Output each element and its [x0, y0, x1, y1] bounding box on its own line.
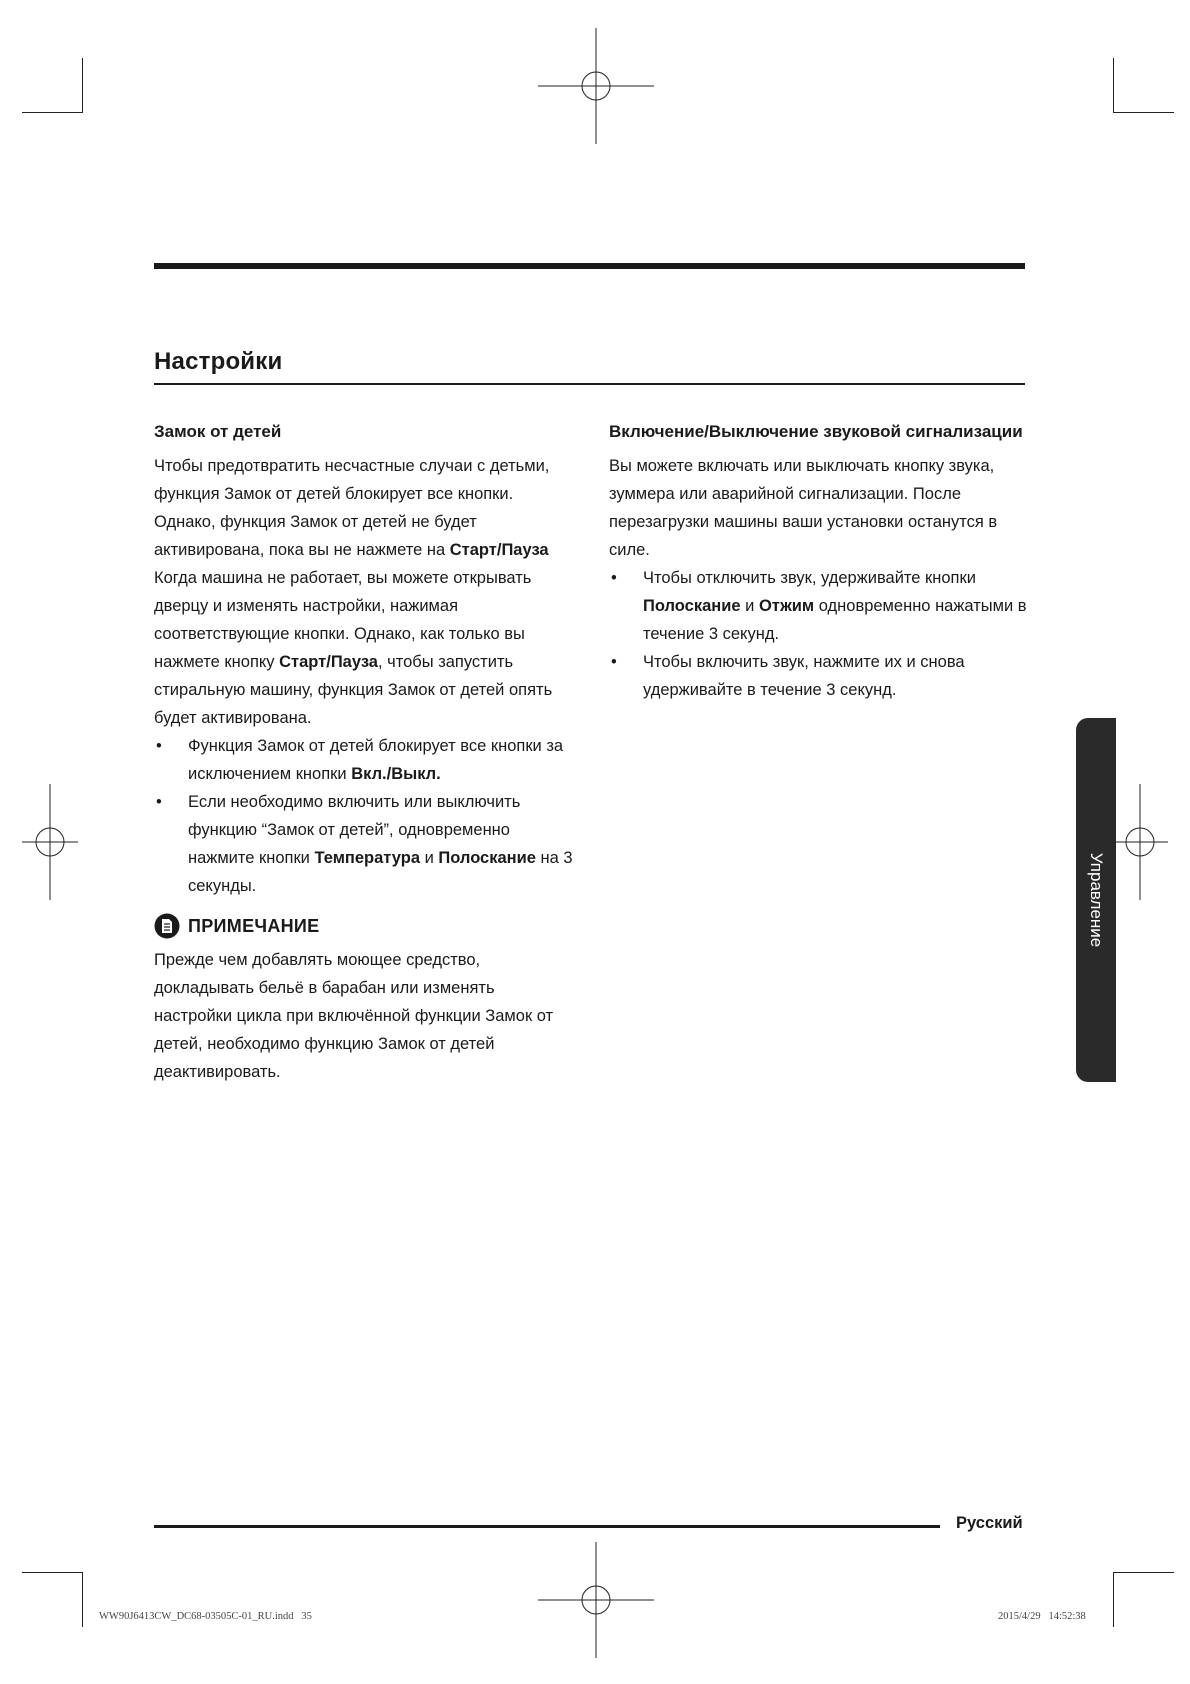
crop-mark: [1113, 58, 1114, 113]
note-text: Прежде чем добавлять моющее средство, докладывать бельё в барабан или изменять настройки цикла при включённой функции Замок от детей, необходимо функцию Замок от детей деактивировать.: [154, 951, 554, 1081]
crop-mark: [22, 1572, 82, 1573]
bullet-icon: •: [156, 793, 162, 811]
sound-bullets: [609, 564, 1029, 704]
registration-mark-icon: [538, 1542, 654, 1658]
list-item: • Чтобы отключить звук, удерживайте кнопки Полоскание и Отжим одновременно нажатыми в течение 3 секунд.: [609, 564, 1029, 648]
crop-mark: [1114, 112, 1174, 113]
footer-rule: [154, 1525, 940, 1528]
child-lock-intro: Чтобы предотвратить несчастные случаи с детьми, функция Замок от детей блокирует все кнопки. Однако, функция Замок от детей не будет активирована, пока вы не нажмете на Старт/Пауза Когда машина не работает, вы можете открывать дверцу и изменять настройки, нажимая соответствующие кнопки. Однако, как только вы нажмете кнопку Старт/Пауза, чтобы запустить стиральную машину, функция Замок от детей опять будет активирована.: [154, 457, 553, 727]
child-lock-bullets: [154, 732, 574, 900]
bullet-icon: •: [611, 653, 617, 671]
print-slug-filename: WW90J6413CW_DC68-03505C-01_RU.indd 35: [99, 1611, 312, 1622]
header-rule: [154, 263, 1025, 269]
note-document-icon: [154, 913, 180, 939]
side-tab: [1076, 718, 1116, 1082]
right-column: [609, 420, 1029, 704]
crop-mark: [82, 58, 83, 113]
crop-mark: [82, 1572, 83, 1627]
registration-mark-icon: [538, 28, 654, 144]
list-item: • Чтобы включить звук, нажмите их и снова удерживайте в течение 3 секунд.: [609, 648, 1029, 704]
crop-mark: [1114, 1572, 1174, 1573]
bullet-icon: •: [156, 737, 162, 755]
sound-intro: Вы можете включать или выключать кнопку звука, зуммера или аварийной сигнализации. После перезагрузки машины ваши установки останутся в силе.: [609, 457, 998, 559]
footer-language: Русский: [956, 1514, 1023, 1532]
note-header: [154, 912, 574, 940]
left-column: [154, 420, 574, 1086]
section-heading-sound: Включение/Выключение звуковой сигнализации: [609, 422, 1023, 441]
bullet-icon: •: [611, 569, 617, 587]
title-underline: [154, 383, 1025, 385]
crop-mark: [1113, 1572, 1114, 1627]
side-tab-label: Управление: [1087, 852, 1106, 948]
registration-mark-icon: [0, 784, 108, 900]
list-item: • Если необходимо включить или выключить функцию “Замок от детей”, одновременно нажмите кнопки Температура и Полоскание на 3 секунды.: [154, 788, 574, 900]
page-title: Настройки: [154, 348, 283, 375]
section-heading-child-lock: Замок от детей: [154, 422, 282, 441]
print-slug-timestamp: 2015/4/29 14:52:38: [998, 1611, 1086, 1622]
list-item: • Функция Замок от детей блокирует все кнопки за исключением кнопки Вкл./Выкл.: [154, 732, 574, 788]
note-title: ПРИМЕЧАНИЕ: [188, 916, 320, 936]
crop-mark: [22, 112, 82, 113]
